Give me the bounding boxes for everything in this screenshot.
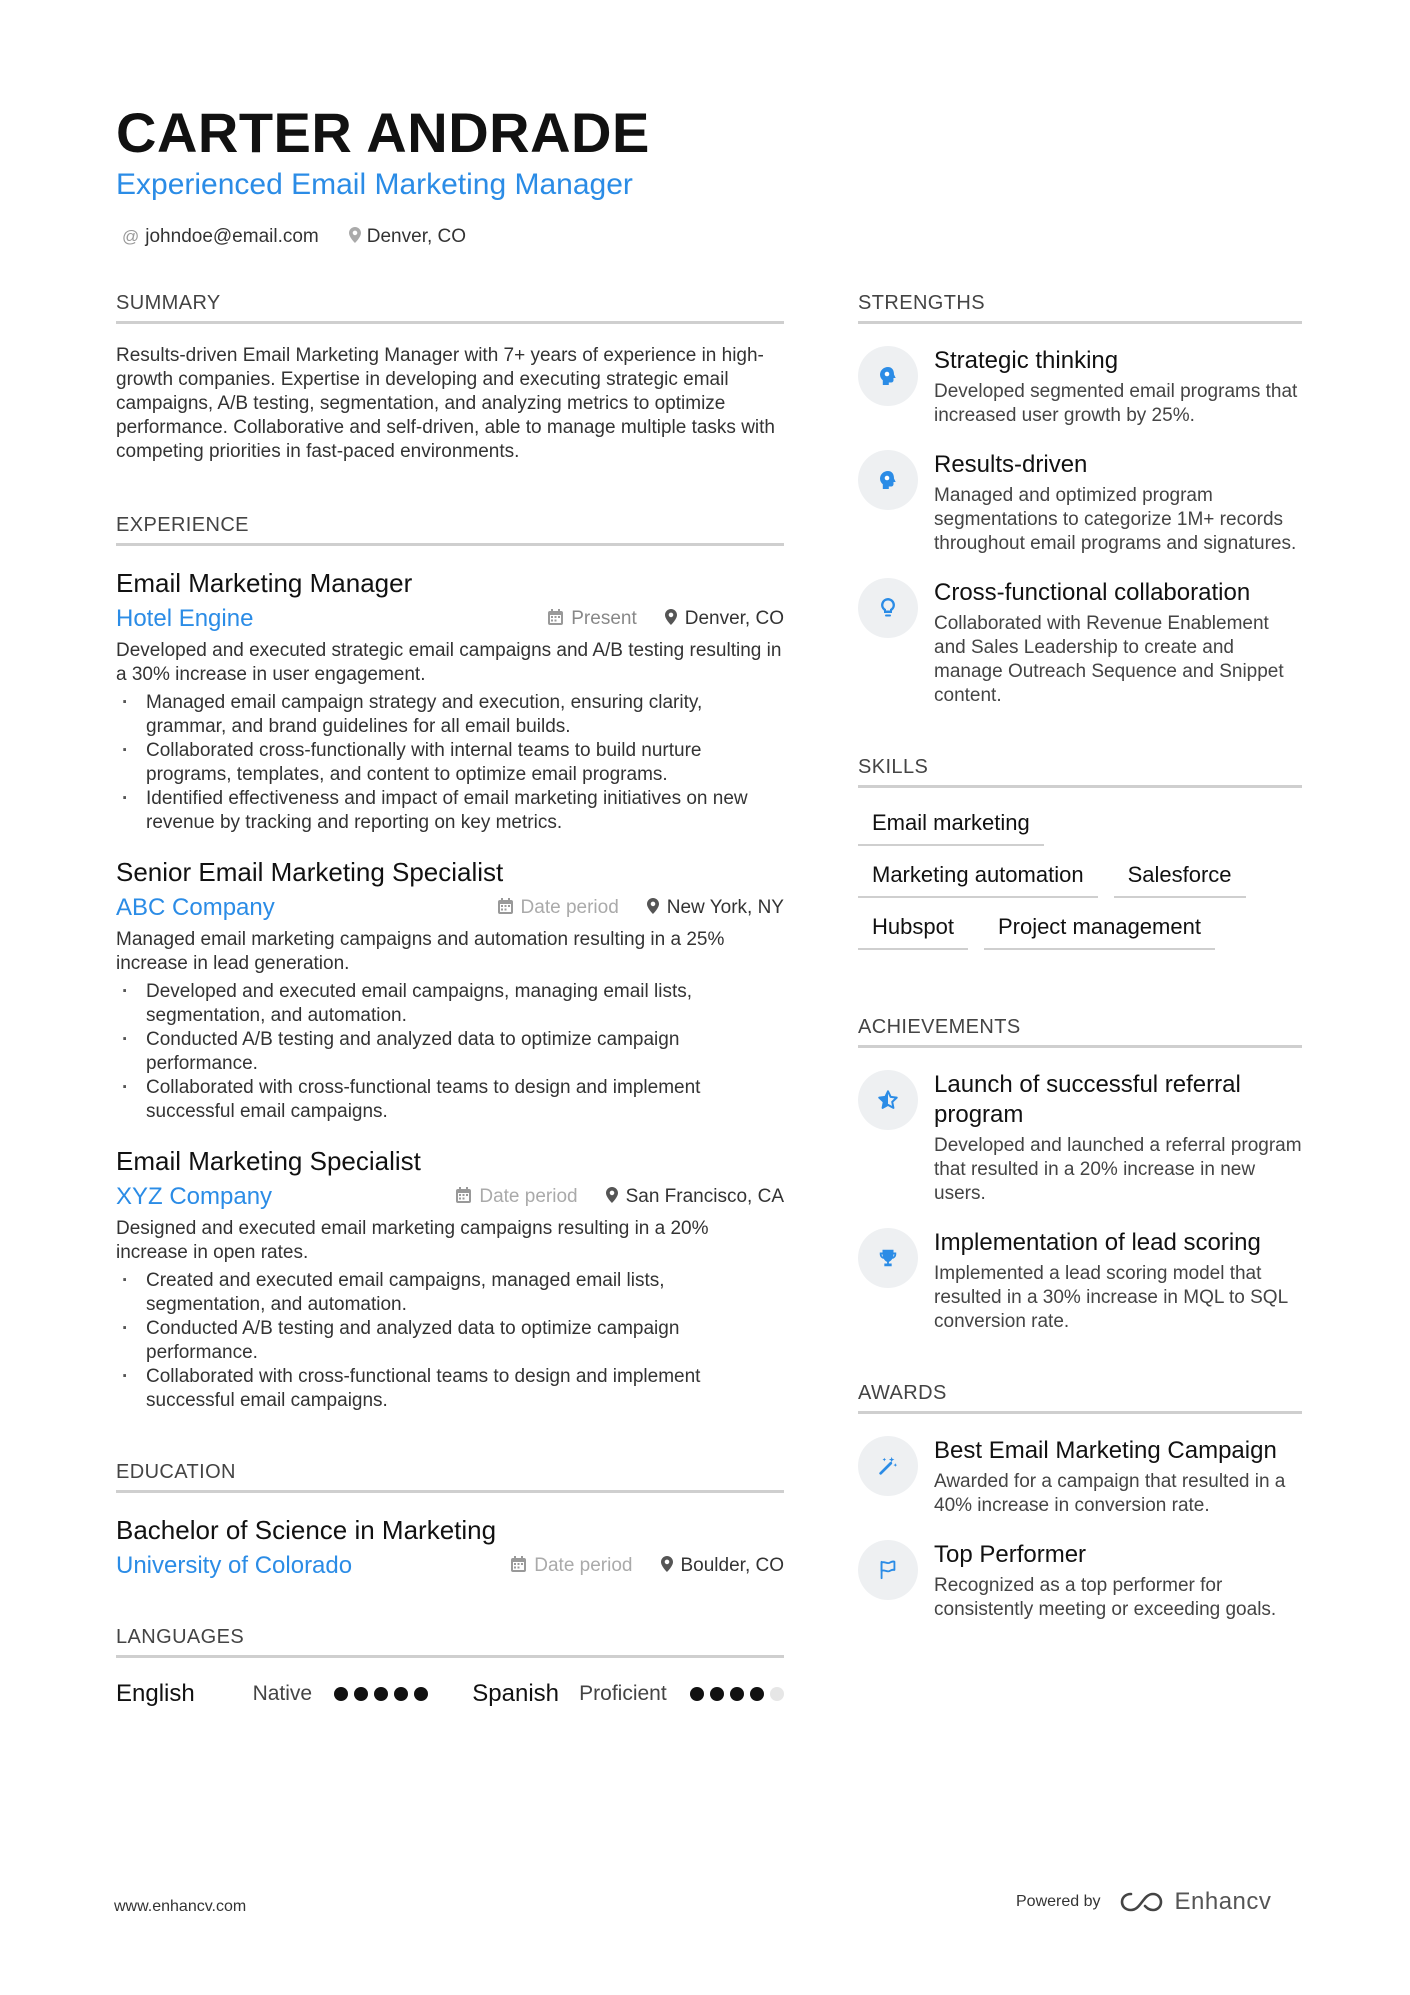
job-date	[456, 1186, 577, 1208]
location-text: Denver, CO	[366, 226, 467, 247]
footer-website[interactable]: www.enhancv.com	[114, 1898, 247, 1915]
achievement-desc: Developed and launched a referral program that resulted in a 20% increase in new users.	[934, 1135, 1302, 1204]
company-name: XYZ Company	[116, 1183, 273, 1210]
awards-section	[858, 1382, 1302, 1622]
at-icon: @	[122, 227, 140, 246]
date-text: Date period	[534, 1555, 633, 1576]
achievement-desc: Implemented a lead scoring model that resulted in a 30% increase in MQL to SQL conversion rate.	[934, 1263, 1288, 1332]
skill-tag: Marketing automation	[858, 862, 1098, 898]
map-pin-icon	[665, 609, 677, 630]
language-rating	[334, 1687, 473, 1701]
job-entry	[116, 1146, 784, 1413]
strength-desc: Managed and optimized program segmentations to categorize 1M+ records throughout email programs and signatures.	[934, 485, 1297, 554]
job-title: Email Marketing Specialist	[116, 1146, 421, 1176]
email-text: johndoe@email.com	[145, 226, 319, 247]
candidate-name: CARTER ANDRADE	[116, 101, 650, 164]
job-date	[498, 897, 619, 919]
strength-item	[858, 346, 1302, 428]
contact-location	[349, 226, 466, 248]
strength-text	[934, 450, 1302, 556]
left-column	[116, 292, 784, 1708]
date-text: Present	[571, 608, 637, 629]
job-bullets	[116, 980, 784, 1124]
strength-item	[858, 578, 1302, 708]
skill-tag: Email marketing	[858, 810, 1044, 846]
award-item	[858, 1540, 1302, 1622]
section-heading: EDUCATION	[116, 1461, 784, 1493]
flag-icon	[858, 1540, 918, 1600]
bullet-item: · Created and executed email campaigns, managed email lists, segmentation, and automation.	[116, 1269, 784, 1317]
language-level: Native	[252, 1682, 313, 1705]
job-meta	[116, 1183, 784, 1211]
rating-dot	[374, 1687, 388, 1701]
map-pin-icon	[647, 898, 659, 919]
skill-tag: Hubspot	[858, 914, 968, 950]
achievements-section	[858, 1016, 1302, 1334]
map-pin-icon	[606, 1187, 618, 1208]
strengths-section	[858, 292, 1302, 708]
map-pin-icon	[349, 227, 361, 248]
location-text: Boulder, CO	[680, 1555, 784, 1576]
achievement-text	[934, 1228, 1302, 1334]
calendar-icon	[548, 609, 563, 630]
education-location	[661, 1555, 785, 1577]
languages-row	[116, 1680, 784, 1708]
bullet-item: · Collaborated cross-functionally with internal teams to build nurture programs, templates, and content to optimize email programs.	[116, 739, 784, 787]
achievement-item	[858, 1228, 1302, 1334]
right-column	[858, 292, 1302, 1622]
enhancv-logo[interactable]	[1119, 1888, 1272, 1916]
languages-section	[116, 1626, 784, 1708]
powered-by-label: Powered by	[1016, 1893, 1101, 1910]
job-title: Senior Email Marketing Specialist	[116, 857, 504, 887]
company-name: ABC Company	[116, 894, 275, 921]
award-item	[858, 1436, 1302, 1518]
bullet-item: · Collaborated with cross-functional teams to design and implement successful email campaigns.	[116, 1365, 784, 1413]
rating-dot	[354, 1687, 368, 1701]
strength-title: Cross-functional collaboration	[934, 579, 1251, 606]
language-name: English	[116, 1680, 195, 1707]
section-heading: STRENGTHS	[858, 292, 1302, 324]
achievement-title: Launch of successful referral program	[934, 1071, 1241, 1128]
award-text	[934, 1540, 1302, 1622]
job-description: Designed and executed email marketing campaigns resulting in a 20% increase in open rates.	[116, 1218, 709, 1263]
achievement-text	[934, 1070, 1302, 1206]
job-date	[548, 608, 636, 630]
strength-text	[934, 578, 1302, 708]
location-text: Denver, CO	[684, 608, 784, 629]
job-entry	[116, 857, 784, 1124]
brain-icon	[858, 346, 918, 406]
language-name: Spanish	[472, 1680, 560, 1707]
rating-dot	[770, 1687, 784, 1701]
award-title: Best Email Marketing Campaign	[934, 1437, 1277, 1464]
strength-title: Strategic thinking	[934, 347, 1119, 374]
summary-text: Results-driven Email Marketing Manager with 7+ years of experience in high-growth companies. Expertise in developing and executing strategic email campaigns, A/B testing, segmentation, and analyzing metrics to optimize performance. Collaborative and self-driven, able to manage multiple tasks with competing priorities in fast-paced environments.	[116, 345, 775, 462]
rating-dot	[730, 1687, 744, 1701]
section-heading: ACHIEVEMENTS	[858, 1016, 1302, 1048]
job-title: Email Marketing Manager	[116, 568, 413, 598]
strength-item	[858, 450, 1302, 556]
award-desc: Awarded for a campaign that resulted in a 40% increase in conversion rate.	[934, 1471, 1286, 1516]
strength-title: Results-driven	[934, 451, 1088, 478]
rating-dot	[334, 1687, 348, 1701]
job-description: Managed email marketing campaigns and automation resulting in a 25% increase in lead generation.	[116, 929, 725, 974]
skill-tag: Salesforce	[1114, 862, 1246, 898]
strength-desc: Collaborated with Revenue Enablement and Sales Leadership to create and manage Outreach Sequence and Snippet content.	[934, 613, 1284, 706]
job-location	[647, 897, 784, 919]
job-meta	[116, 894, 784, 922]
date-text: Date period	[520, 897, 619, 918]
job-bullets	[116, 1269, 784, 1413]
rating-dot	[394, 1687, 408, 1701]
job-meta	[116, 605, 784, 633]
section-heading: LANGUAGES	[116, 1626, 784, 1658]
contact-info	[122, 226, 466, 248]
date-text: Date period	[479, 1186, 578, 1207]
strength-desc: Developed segmented email programs that increased user growth by 25%.	[934, 381, 1298, 426]
achievement-title: Implementation of lead scoring	[934, 1229, 1261, 1256]
location-text: San Francisco, CA	[625, 1186, 784, 1207]
language-level: Proficient	[579, 1682, 667, 1705]
rating-dot	[690, 1687, 704, 1701]
summary-section	[116, 292, 784, 464]
rating-dot	[414, 1687, 428, 1701]
experience-section	[116, 514, 784, 1413]
location-text: New York, NY	[666, 897, 784, 918]
company-name: Hotel Engine	[116, 605, 254, 632]
job-location	[606, 1186, 784, 1208]
star-icon	[858, 1070, 918, 1130]
education-date	[511, 1555, 632, 1577]
bullet-item: · Conducted A/B testing and analyzed data to optimize campaign performance.	[116, 1317, 784, 1365]
education-entry	[116, 1515, 784, 1580]
language-rating	[690, 1687, 784, 1701]
infinity-logo-icon	[1119, 1890, 1165, 1914]
brain-icon	[858, 450, 918, 510]
footer-branding	[1016, 1888, 1271, 1916]
section-heading: AWARDS	[858, 1382, 1302, 1414]
bullet-item: · Developed and executed email campaigns, managing email lists, segmentation, and automation.	[116, 980, 784, 1028]
calendar-icon	[498, 898, 513, 919]
section-heading: EXPERIENCE	[116, 514, 784, 546]
map-pin-icon	[661, 1556, 673, 1577]
bullet-item: · Conducted A/B testing and analyzed data to optimize campaign performance.	[116, 1028, 784, 1076]
job-entry	[116, 568, 784, 835]
calendar-icon	[511, 1556, 526, 1577]
bullet-item: · Collaborated with cross-functional teams to design and implement successful email campaigns.	[116, 1076, 784, 1124]
achievement-item	[858, 1070, 1302, 1206]
education-meta	[116, 1552, 784, 1580]
award-text	[934, 1436, 1302, 1518]
bullet-item: · Managed email campaign strategy and execution, ensuring clarity, grammar, and brand guidelines for all email builds.	[116, 691, 784, 739]
magic-wand-icon	[858, 1436, 918, 1496]
section-heading: SUMMARY	[116, 292, 784, 324]
skills-section	[858, 756, 1302, 950]
calendar-icon	[456, 1187, 471, 1208]
degree-title: Bachelor of Science in Marketing	[116, 1515, 497, 1545]
skill-tag: Project management	[984, 914, 1215, 950]
award-desc: Recognized as a top performer for consistently meeting or exceeding goals.	[934, 1575, 1277, 1620]
candidate-title: Experienced Email Marketing Manager	[116, 168, 633, 201]
trophy-icon	[858, 1228, 918, 1288]
section-heading: SKILLS	[858, 756, 1302, 788]
brand-name: Enhancv	[1174, 1888, 1272, 1915]
rating-dot	[750, 1687, 764, 1701]
contact-email[interactable]	[122, 226, 319, 248]
job-description: Developed and executed strategic email campaigns and A/B testing resulting in a 30% increase in user engagement.	[116, 640, 782, 685]
rating-dot	[710, 1687, 724, 1701]
lightbulb-icon	[858, 578, 918, 638]
education-section	[116, 1461, 784, 1580]
job-location	[665, 608, 784, 630]
strength-text	[934, 346, 1302, 428]
job-bullets	[116, 691, 784, 835]
skills-list	[858, 810, 1302, 950]
award-title: Top Performer	[934, 1541, 1087, 1568]
bullet-item: · Identified effectiveness and impact of email marketing initiatives on new revenue by tracking and reporting on key metrics.	[116, 787, 784, 835]
school-name: University of Colorado	[116, 1552, 353, 1579]
